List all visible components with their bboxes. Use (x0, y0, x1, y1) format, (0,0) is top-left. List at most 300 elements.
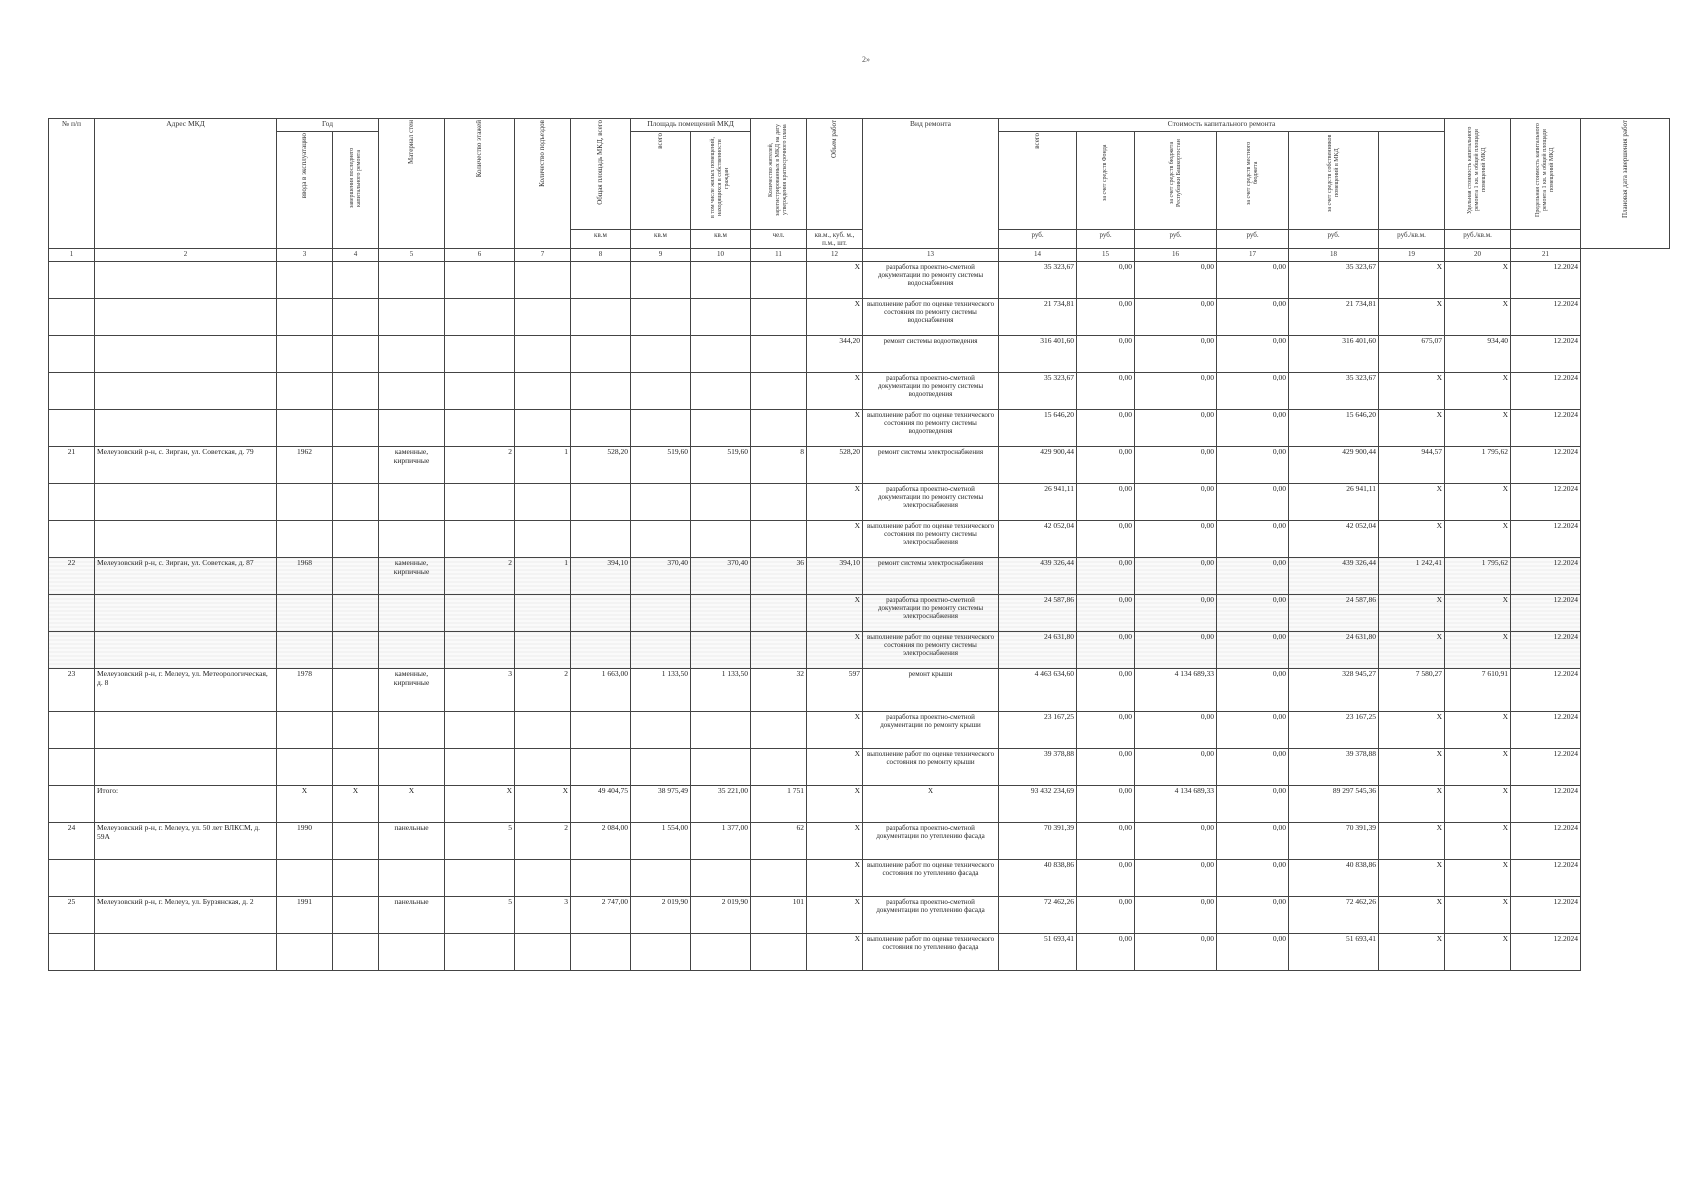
cell-volume: X (807, 410, 863, 447)
cell-material (379, 373, 445, 410)
cell-c16: 0,00 (1135, 632, 1217, 669)
cell-c20: X (1445, 934, 1511, 971)
cell-c19: X (1379, 410, 1445, 447)
unit-cost-local: руб. (1217, 230, 1289, 249)
cell-people (751, 934, 807, 971)
cell-volume: X (807, 749, 863, 786)
cell-year: 1978 (277, 669, 333, 712)
cell-ptotal (631, 336, 691, 373)
table-row (49, 669, 1670, 712)
cell-floors (445, 299, 515, 336)
cell-entr: 2 (515, 669, 571, 712)
cell-work: выполнение работ по оценке технического состояния по ремонту системы электроснабжения (863, 521, 999, 558)
cell-num (49, 299, 95, 336)
cell-entr (515, 595, 571, 632)
unit-area: кв.м (571, 230, 631, 249)
header-repair-type: Вид ремонта (863, 119, 999, 249)
cell-c18: 21 734,81 (1289, 299, 1379, 336)
cell-volume: X (807, 595, 863, 632)
cell-num (49, 484, 95, 521)
cell-pres (691, 262, 751, 299)
cell-year (277, 262, 333, 299)
table-row (49, 786, 1670, 823)
cell-c15: 0,00 (1077, 934, 1135, 971)
cell-entr (515, 410, 571, 447)
cell-address (95, 860, 277, 897)
cell-c16: 0,00 (1135, 262, 1217, 299)
cell-address (95, 262, 277, 299)
cell-c15: 0,00 (1077, 447, 1135, 484)
cell-num: 22 (49, 558, 95, 595)
table-row (49, 410, 1670, 447)
cell-people (751, 595, 807, 632)
cell-material: панельные (379, 897, 445, 934)
cell-c20: X (1445, 632, 1511, 669)
unit-limit-cost: руб./кв.м. (1445, 230, 1511, 249)
cell-people (751, 712, 807, 749)
cell-volume: X (807, 860, 863, 897)
cell-material: панельные (379, 823, 445, 860)
cell-volume: 394,10 (807, 558, 863, 595)
cell-area (571, 336, 631, 373)
cell-c19: X (1379, 712, 1445, 749)
cell-year (277, 410, 333, 447)
cell-last (333, 860, 379, 897)
cell-c15: 0,00 (1077, 521, 1135, 558)
cell-material (379, 860, 445, 897)
cell-c18: 328 945,27 (1289, 669, 1379, 712)
cell-c17: 0,00 (1217, 860, 1289, 897)
cell-work: разработка проектно-сметной документации по ремонту системы водоснабжения (863, 262, 999, 299)
cell-c16: 0,00 (1135, 595, 1217, 632)
cell-c20: 1 795,62 (1445, 447, 1511, 484)
col-number: 9 (631, 249, 691, 262)
cell-floors: 2 (445, 447, 515, 484)
cell-floors: 2 (445, 558, 515, 595)
cell-area: 2 747,00 (571, 897, 631, 934)
col-number: 10 (691, 249, 751, 262)
cell-people (751, 373, 807, 410)
cell-c17: 0,00 (1217, 299, 1289, 336)
header-num: № п/п (49, 119, 95, 249)
cell-year (277, 484, 333, 521)
cell-last (333, 521, 379, 558)
cell-c21: 12.2024 (1511, 786, 1581, 823)
cell-num (49, 786, 95, 823)
cell-num: 24 (49, 823, 95, 860)
table-row (49, 897, 1670, 934)
col-number: 21 (1511, 249, 1581, 262)
cell-address: Мелеузовский р-н, с. Зирган, ул. Советская, д. 79 (95, 447, 277, 484)
cell-area (571, 595, 631, 632)
cell-c19: X (1379, 786, 1445, 823)
cell-entr: 1 (515, 447, 571, 484)
cell-num: 23 (49, 669, 95, 712)
cell-c14: 70 391,39 (999, 823, 1077, 860)
unit-cost-owners: руб. (1289, 230, 1379, 249)
cell-ptotal (631, 262, 691, 299)
cell-c19: X (1379, 521, 1445, 558)
cell-last: X (333, 786, 379, 823)
cell-c17: 0,00 (1217, 558, 1289, 595)
cell-last (333, 749, 379, 786)
cell-floors (445, 632, 515, 669)
cell-floors (445, 860, 515, 897)
cell-c17: 0,00 (1217, 897, 1289, 934)
cell-pres (691, 373, 751, 410)
cell-address (95, 373, 277, 410)
column-numbers-row (49, 249, 1670, 262)
cell-year (277, 299, 333, 336)
header-residents: Количество жителей, зарегистрированных в МКД на дату утверждения краткосрочного плана (751, 119, 807, 230)
table-row (49, 299, 1670, 336)
cell-c20: 1 795,62 (1445, 558, 1511, 595)
cell-c17: 0,00 (1217, 823, 1289, 860)
col-number: 1 (49, 249, 95, 262)
cell-floors (445, 336, 515, 373)
cell-volume: 597 (807, 669, 863, 712)
table-row (49, 823, 1670, 860)
cell-pres (691, 595, 751, 632)
cell-num (49, 632, 95, 669)
cell-c18: 24 631,80 (1289, 632, 1379, 669)
cell-c16: 0,00 (1135, 336, 1217, 373)
cell-c19: 944,57 (1379, 447, 1445, 484)
header-unit-cost: Удельная стоимость капитального ремонта 1 кв. м общей площади помещений МКД (1445, 119, 1511, 230)
cell-entr (515, 299, 571, 336)
cell-year (277, 632, 333, 669)
cell-people (751, 632, 807, 669)
cell-c15: 0,00 (1077, 336, 1135, 373)
header-entrances: Количество подъездов (515, 119, 571, 249)
cell-c19: X (1379, 749, 1445, 786)
cell-num (49, 521, 95, 558)
cell-c18: 89 297 545,36 (1289, 786, 1379, 823)
cell-c18: 26 941,11 (1289, 484, 1379, 521)
cell-floors (445, 749, 515, 786)
table-row (49, 749, 1670, 786)
cell-c17: 0,00 (1217, 410, 1289, 447)
cell-people (751, 521, 807, 558)
cell-c19: X (1379, 860, 1445, 897)
cell-year (277, 934, 333, 971)
cell-address: Итого: (95, 786, 277, 823)
cell-material: каменные, кирпичные (379, 558, 445, 595)
header-premises-total: всего (631, 132, 691, 230)
cell-c21: 12.2024 (1511, 712, 1581, 749)
cell-year (277, 521, 333, 558)
col-number: 14 (999, 249, 1077, 262)
cell-c16: 0,00 (1135, 299, 1217, 336)
cell-c15: 0,00 (1077, 262, 1135, 299)
cell-address (95, 632, 277, 669)
cell-pres: 35 221,00 (691, 786, 751, 823)
cell-c20: 7 610,91 (1445, 669, 1511, 712)
cell-c16: 0,00 (1135, 860, 1217, 897)
cell-num: 21 (49, 447, 95, 484)
cell-c20: X (1445, 860, 1511, 897)
cell-pres (691, 299, 751, 336)
cell-material (379, 410, 445, 447)
cell-c15: 0,00 (1077, 410, 1135, 447)
cell-people: 32 (751, 669, 807, 712)
cell-c15: 0,00 (1077, 632, 1135, 669)
cell-people (751, 484, 807, 521)
cell-c15: 0,00 (1077, 669, 1135, 712)
cell-last (333, 897, 379, 934)
cell-pres: 1 133,50 (691, 669, 751, 712)
cell-last (333, 669, 379, 712)
cell-c20: X (1445, 484, 1511, 521)
cell-c18: 40 838,86 (1289, 860, 1379, 897)
cell-work: выполнение работ по оценке технического состояния по утеплению фасада (863, 860, 999, 897)
cell-work: разработка проектно-сметной документации по утеплению фасада (863, 897, 999, 934)
header-premises-residential: в том числе жилых помещений, находящихся в собственности граждан (691, 132, 751, 230)
col-number: 16 (1135, 249, 1217, 262)
cell-entr (515, 484, 571, 521)
cell-c17: 0,00 (1217, 521, 1289, 558)
cell-c18: 439 326,44 (1289, 558, 1379, 595)
header-cost-republic: за счет средств бюджета Республики Башкортостан (1135, 132, 1217, 230)
cell-last (333, 632, 379, 669)
cell-c18: 39 378,88 (1289, 749, 1379, 786)
col-number: 12 (807, 249, 863, 262)
cell-ptotal (631, 521, 691, 558)
cell-c16: 0,00 (1135, 558, 1217, 595)
cell-c19: X (1379, 262, 1445, 299)
cell-c15: 0,00 (1077, 749, 1135, 786)
cell-year: 1968 (277, 558, 333, 595)
cell-c15: 0,00 (1077, 712, 1135, 749)
cell-floors (445, 373, 515, 410)
repair-plan-table (48, 118, 1670, 971)
cell-ptotal (631, 632, 691, 669)
col-number: 17 (1217, 249, 1289, 262)
cell-c16: 0,00 (1135, 373, 1217, 410)
table-row (49, 447, 1670, 484)
unit-cost-fund: руб. (1077, 230, 1135, 249)
cell-floors: 5 (445, 823, 515, 860)
cell-c17: 0,00 (1217, 484, 1289, 521)
cell-pres: 1 377,00 (691, 823, 751, 860)
cell-c14: 24 587,86 (999, 595, 1077, 632)
cell-num (49, 595, 95, 632)
table-row (49, 558, 1670, 595)
cell-volume: X (807, 299, 863, 336)
cell-people: 1 751 (751, 786, 807, 823)
cell-c21: 12.2024 (1511, 447, 1581, 484)
cell-area (571, 860, 631, 897)
col-number: 13 (863, 249, 999, 262)
cell-c19: X (1379, 934, 1445, 971)
cell-year (277, 595, 333, 632)
page-number: 2» (862, 55, 870, 64)
cell-c16: 0,00 (1135, 484, 1217, 521)
unit-people: чел. (751, 230, 807, 249)
cell-volume: X (807, 823, 863, 860)
cell-c19: 675,07 (1379, 336, 1445, 373)
col-number: 20 (1445, 249, 1511, 262)
cell-c18: 70 391,39 (1289, 823, 1379, 860)
cell-material: каменные, кирпичные (379, 447, 445, 484)
cell-ptotal (631, 299, 691, 336)
cell-area (571, 484, 631, 521)
cell-c14: 15 646,20 (999, 410, 1077, 447)
cell-c14: 35 323,67 (999, 373, 1077, 410)
cell-entr (515, 521, 571, 558)
table-row (49, 521, 1670, 558)
cell-c21: 12.2024 (1511, 484, 1581, 521)
cell-address: Мелеузовский р-н, с. Зирган, ул. Советская, д. 87 (95, 558, 277, 595)
cell-pres (691, 860, 751, 897)
cell-c21: 12.2024 (1511, 823, 1581, 860)
cell-address: Мелеузовский р-н, г. Мелеуз, ул. 50 лет ВЛКСМ, д. 59А (95, 823, 277, 860)
cell-area: 394,10 (571, 558, 631, 595)
cell-ptotal (631, 373, 691, 410)
cell-c14: 429 900,44 (999, 447, 1077, 484)
cell-c16: 4 134 689,33 (1135, 786, 1217, 823)
cell-volume: X (807, 934, 863, 971)
cell-work: разработка проектно-сметной документации по ремонту крыши (863, 712, 999, 749)
table-row (49, 262, 1670, 299)
cell-work: разработка проектно-сметной документации по ремонту системы электроснабжения (863, 595, 999, 632)
cell-floors (445, 521, 515, 558)
cell-c15: 0,00 (1077, 484, 1135, 521)
cell-year: X (277, 786, 333, 823)
cell-c15: 0,00 (1077, 823, 1135, 860)
header-cost-owners: за счет средств собственников помещений в МКД (1289, 132, 1379, 230)
cell-c19: X (1379, 373, 1445, 410)
cell-address (95, 934, 277, 971)
header-row-1 (49, 119, 1670, 132)
cell-num (49, 860, 95, 897)
cell-material (379, 712, 445, 749)
cell-year (277, 712, 333, 749)
cell-pres: 370,40 (691, 558, 751, 595)
col-number: 3 (277, 249, 333, 262)
cell-year (277, 860, 333, 897)
cell-work: ремонт системы электроснабжения (863, 447, 999, 484)
cell-people: 36 (751, 558, 807, 595)
cell-volume: X (807, 786, 863, 823)
cell-material (379, 484, 445, 521)
cell-entr (515, 934, 571, 971)
cell-people (751, 299, 807, 336)
cell-c19: X (1379, 632, 1445, 669)
cell-address: Мелеузовский р-н, г. Мелеуз, ул. Бурзянская, д. 2 (95, 897, 277, 934)
cell-c21: 12.2024 (1511, 373, 1581, 410)
cell-c21: 12.2024 (1511, 897, 1581, 934)
cell-address: Мелеузовский р-н, г. Мелеуз, ул. Метеорологическая, д. 8 (95, 669, 277, 712)
cell-c20: X (1445, 299, 1511, 336)
cell-ptotal (631, 595, 691, 632)
cell-num (49, 934, 95, 971)
cell-entr: X (515, 786, 571, 823)
cell-c19: X (1379, 823, 1445, 860)
col-number: 15 (1077, 249, 1135, 262)
cell-work: выполнение работ по оценке технического состояния по ремонту системы водоснабжения (863, 299, 999, 336)
cell-c16: 4 134 689,33 (1135, 669, 1217, 712)
cell-c15: 0,00 (1077, 299, 1135, 336)
cell-year (277, 373, 333, 410)
cell-material (379, 299, 445, 336)
cell-c16: 0,00 (1135, 823, 1217, 860)
cell-address (95, 299, 277, 336)
table-row (49, 712, 1670, 749)
cell-c18: 72 462,26 (1289, 897, 1379, 934)
cell-c17: 0,00 (1217, 749, 1289, 786)
cell-floors: 3 (445, 669, 515, 712)
cell-volume: X (807, 262, 863, 299)
col-number: 7 (515, 249, 571, 262)
cell-volume: 528,20 (807, 447, 863, 484)
cell-work: ремонт системы водоотведения (863, 336, 999, 373)
cell-year: 1990 (277, 823, 333, 860)
cell-ptotal (631, 484, 691, 521)
cell-pres: 519,60 (691, 447, 751, 484)
cell-entr (515, 749, 571, 786)
cell-c20: 934,40 (1445, 336, 1511, 373)
cell-ptotal: 519,60 (631, 447, 691, 484)
cell-address (95, 712, 277, 749)
cell-c16: 0,00 (1135, 447, 1217, 484)
header-year-last: завершения последнего капитального ремонта (333, 132, 379, 249)
table-row (49, 632, 1670, 669)
cell-people: 62 (751, 823, 807, 860)
cell-work: X (863, 786, 999, 823)
cell-c21: 12.2024 (1511, 934, 1581, 971)
header-cost-total: всего (999, 132, 1077, 230)
cell-c15: 0,00 (1077, 897, 1135, 934)
cell-material (379, 262, 445, 299)
cell-material: каменные, кирпичные (379, 669, 445, 712)
cell-c14: 24 631,80 (999, 632, 1077, 669)
cell-people: 8 (751, 447, 807, 484)
cell-c20: X (1445, 373, 1511, 410)
cell-num (49, 749, 95, 786)
cell-work: ремонт крыши (863, 669, 999, 712)
cell-floors (445, 712, 515, 749)
cell-pres (691, 712, 751, 749)
header-cost-group: Стоимость капитального ремонта (999, 119, 1445, 132)
cell-c15: 0,00 (1077, 786, 1135, 823)
cell-work: выполнение работ по оценке технического состояния по ремонту системы водоотведения (863, 410, 999, 447)
cell-c20: X (1445, 595, 1511, 632)
cell-year (277, 336, 333, 373)
cell-c18: 316 401,60 (1289, 336, 1379, 373)
col-number: 2 (95, 249, 277, 262)
cell-c19: X (1379, 897, 1445, 934)
cell-c21: 12.2024 (1511, 336, 1581, 373)
cell-c21: 12.2024 (1511, 860, 1581, 897)
cell-c16: 0,00 (1135, 410, 1217, 447)
cell-ptotal: 2 019,90 (631, 897, 691, 934)
cell-c17: 0,00 (1217, 669, 1289, 712)
cell-last (333, 595, 379, 632)
header-cost-fund: за счет средств Фонда (1077, 132, 1135, 230)
cell-area (571, 521, 631, 558)
cell-material: X (379, 786, 445, 823)
cell-c19: X (1379, 299, 1445, 336)
col-number: 18 (1289, 249, 1379, 262)
cell-c17: 0,00 (1217, 262, 1289, 299)
cell-c18: 23 167,25 (1289, 712, 1379, 749)
cell-volume: X (807, 373, 863, 410)
cell-work: разработка проектно-сметной документации по ремонту системы электроснабжения (863, 484, 999, 521)
cell-c19: X (1379, 595, 1445, 632)
cell-num (49, 712, 95, 749)
cell-c14: 39 378,88 (999, 749, 1077, 786)
